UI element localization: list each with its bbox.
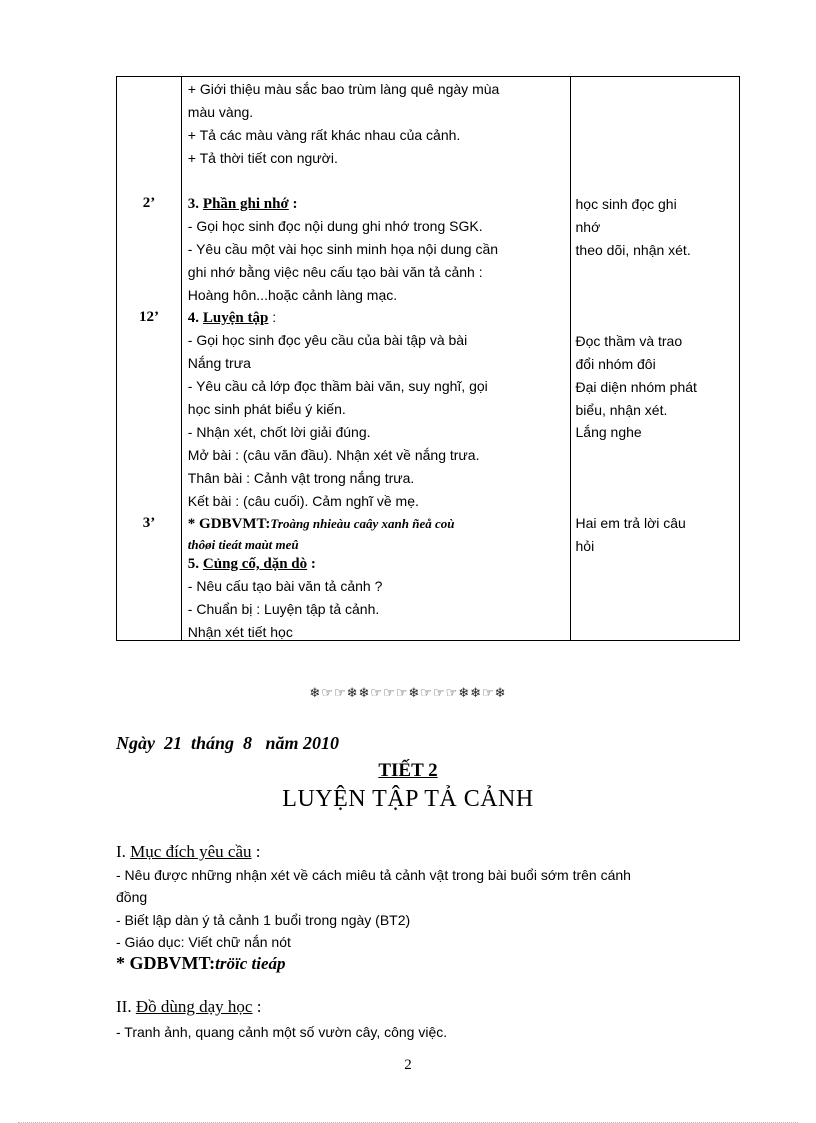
text-line: hỏi [575,538,595,554]
text-line: - Gọi học sinh đọc nội dung ghi nhớ trong SGK. [187,218,483,234]
text-line: - Nêu được những nhận xét về cách miêu tả cảnh vật trong bài buổi sớm trên cánh [116,867,631,883]
time-mark: 3’ [142,515,156,531]
text-line: đồng [116,889,148,905]
section-heading-objectives: I. Mục đích yêu cầu : [116,842,261,861]
text-line: Nắng trưa [187,355,251,371]
text-line: + Tả các màu vàng rất khác nhau của cảnh. [187,127,461,143]
ornament-divider: ❄☞☞❄❄☞☞☞❄☞☞☞❄❄☞❄ [309,685,507,700]
gdbvmt-note: * GDBVMT:Troàng nhieàu caây xanh ñeå coù [187,516,455,532]
text-line: ghi nhớ bằng việc nêu cấu tạo bài văn tả cảnh : [187,264,483,280]
student-activities-column [570,77,739,641]
section-heading-ghi-nho: 3. Phần ghi nhớ : [187,196,298,212]
time-mark: 12’ [139,309,159,325]
text-line: + Giới thiệu màu sắc bao trùm làng quê ngày mùa [187,81,500,97]
text-line: biểu, nhận xét. [575,402,668,418]
text-line: đổi nhóm đôi [575,356,656,372]
lesson-table [116,76,740,641]
text-line: - Yêu cầu một vài học sinh minh họa nội dung cần [187,241,499,257]
table-row [117,77,740,641]
text-line: Đọc thầm và trao [575,333,683,349]
text-line: Đại diện nhóm phát [575,379,697,395]
text-line: Hoàng hôn...hoặc cảnh làng mạc. [187,287,398,303]
time-mark: 2’ [142,195,156,211]
text-line: học sinh phát biểu ý kiến. [187,401,346,417]
text-line: - Nhận xét, chốt lời giải đúng. [187,424,371,440]
section-heading-cung-co: 5. Củng cố, dặn dò : [187,556,316,572]
text-line: - Chuẩn bị : Luyện tập tả cảnh. [187,601,380,617]
text-line: - Giáo dục: Viết chữ nắn nót [116,934,291,950]
page-number: 2 [404,1057,412,1073]
lesson-title: LUYỆN TẬP TẢ CẢNH [282,786,534,812]
text-line: - Biết lập dàn ý tả cảnh 1 buổi trong ngày (BT2) [116,912,411,928]
text-line: Hai em trả lời câu [575,515,686,531]
text-line: - Gọi học sinh đọc yêu cầu của bài tập và bài [187,332,468,348]
text-line: màu vàng. [187,104,254,120]
lesson-date: Ngày 21 tháng 8 năm 2010 [116,733,340,753]
text-line: nhớ [575,219,601,235]
gdbvmt-line: * GDBVMT:tröïc tieáp [116,953,286,973]
gdbvmt-note-cont: thôøi tieát maùt meû [187,537,299,552]
text-line: Thân bài : Cảnh vật trong nắng trưa. [187,470,415,486]
text-line: học sinh đọc ghi [575,196,677,212]
text-line: theo dõi, nhận xét. [575,242,691,258]
teacher-activities-column [181,77,570,641]
text-line: Kết bài : (câu cuối). Cảm nghĩ về mẹ. [187,493,419,509]
section-heading-luyen-tap: 4. Luyện tập : [187,309,277,326]
text-line: - Tranh ảnh, quang cảnh một số vườn cây, công việc. [116,1024,448,1040]
time-column [117,77,182,641]
text-line: - Yêu cầu cả lớp đọc thầm bài văn, suy nghĩ, gọi [187,378,488,394]
section-heading-materials: II. Đồ dùng dạy học : [116,997,262,1016]
text-line: + Tả thời tiết con người. [187,150,338,166]
text-line: Lắng nghe [575,424,642,440]
text-line: Nhận xét tiết học [187,624,293,640]
lesson-number: TIẾT 2 [378,760,438,781]
text-line: - Nêu cấu tạo bài văn tả cảnh ? [187,578,383,594]
text-line: Mở bài : (câu văn đầu). Nhận xét về nắng trưa. [187,447,480,463]
